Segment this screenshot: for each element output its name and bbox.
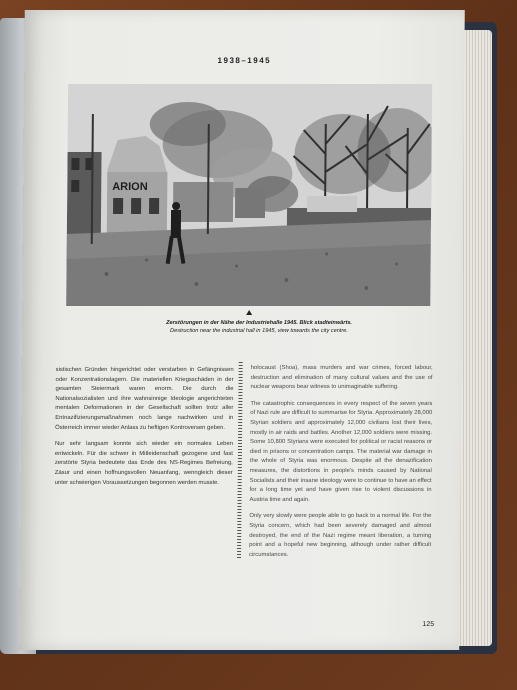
book-page xyxy=(19,10,465,650)
english-text-column xyxy=(249,364,433,567)
german-text-column xyxy=(55,366,234,495)
building-sign: ARION xyxy=(112,181,148,193)
caption-english: Destruction near the industrial hall in 1945, view towards the city centre. xyxy=(170,328,348,334)
historical-photo xyxy=(66,84,432,306)
photo-caption xyxy=(144,319,374,335)
war-destruction-scene xyxy=(66,84,432,306)
running-header: 1938–1945 xyxy=(217,56,272,65)
english-paragraph: Only very slowly were people able to go back to a normal life. For the Styria concern, which had been severely damaged and almost destroyed, the end of the Nazi regime meant liberation, a turning point and a hopeful new beginning, although under rather difficult circumstances. xyxy=(249,513,432,558)
german-paragraph: sistischen Gründen hingerichtet oder verstarben in Gefängnissen oder Konzentrationslagern. Die materiellen Kriegsschäden in der gesamten Steiermark waren enorm. Die durch die Nationalsozialisten und ihre wahnsinnige Ideologie angerichteten mentalen Deformationen in der Gesellschaft sollten trotz aller Entnazifizierungsmaßnahmen noch lange nachwirken und in Österreich immer wieder Anlass zu heftigen Kontroversen geben. xyxy=(55,367,234,431)
german-paragraph: Nur sehr langsam konnte sich wieder ein normales Leben entwickeln. Für die schwer in Mitleidenschaft gezogene und fast zerstörte Styria bedeutete das Ende des NS-Regimes Befreiung, Zäsur und einen hoffnungsvollen Neuanfang, wenngleich dieser unter schwierigen Voraussetzungen begonnen werden musste. xyxy=(54,441,234,486)
column-divider xyxy=(237,362,243,560)
english-paragraph: holocaust (Shoa), mass murders and war crimes, forced labour, destruction and elimination of many cultural values and the use of nuclear weapons bear witness to unimaginable suffering. xyxy=(250,365,433,391)
english-paragraph: The catastrophic consequences in every respect of the seven years of Nazi rule are difficult to summarise for Styria. Approximately 28,000 Styrian soldiers and approximately 12,000 civilians lost their lives, mostly in air raids and battles. Another 12,000 soldiers were missing. Some 10,800 Styrians were executed for political or racist reasons or died in prisons or concentration camps. The material war damage in the whole of Styria was enormous. Despite all the denazification measures, the distortions in people's minds caused by National Socialists and their insane ideology were to continue to have an effect for a long time yet and have given rise to violent discussions in Austria time and again. xyxy=(249,400,433,503)
caption-german: Zerstörungen in der Nähe der Industriehalle 1945. Blick stadteinwärts. xyxy=(166,320,353,326)
page-number: 125 xyxy=(422,621,435,628)
caption-marker-icon xyxy=(246,310,252,315)
